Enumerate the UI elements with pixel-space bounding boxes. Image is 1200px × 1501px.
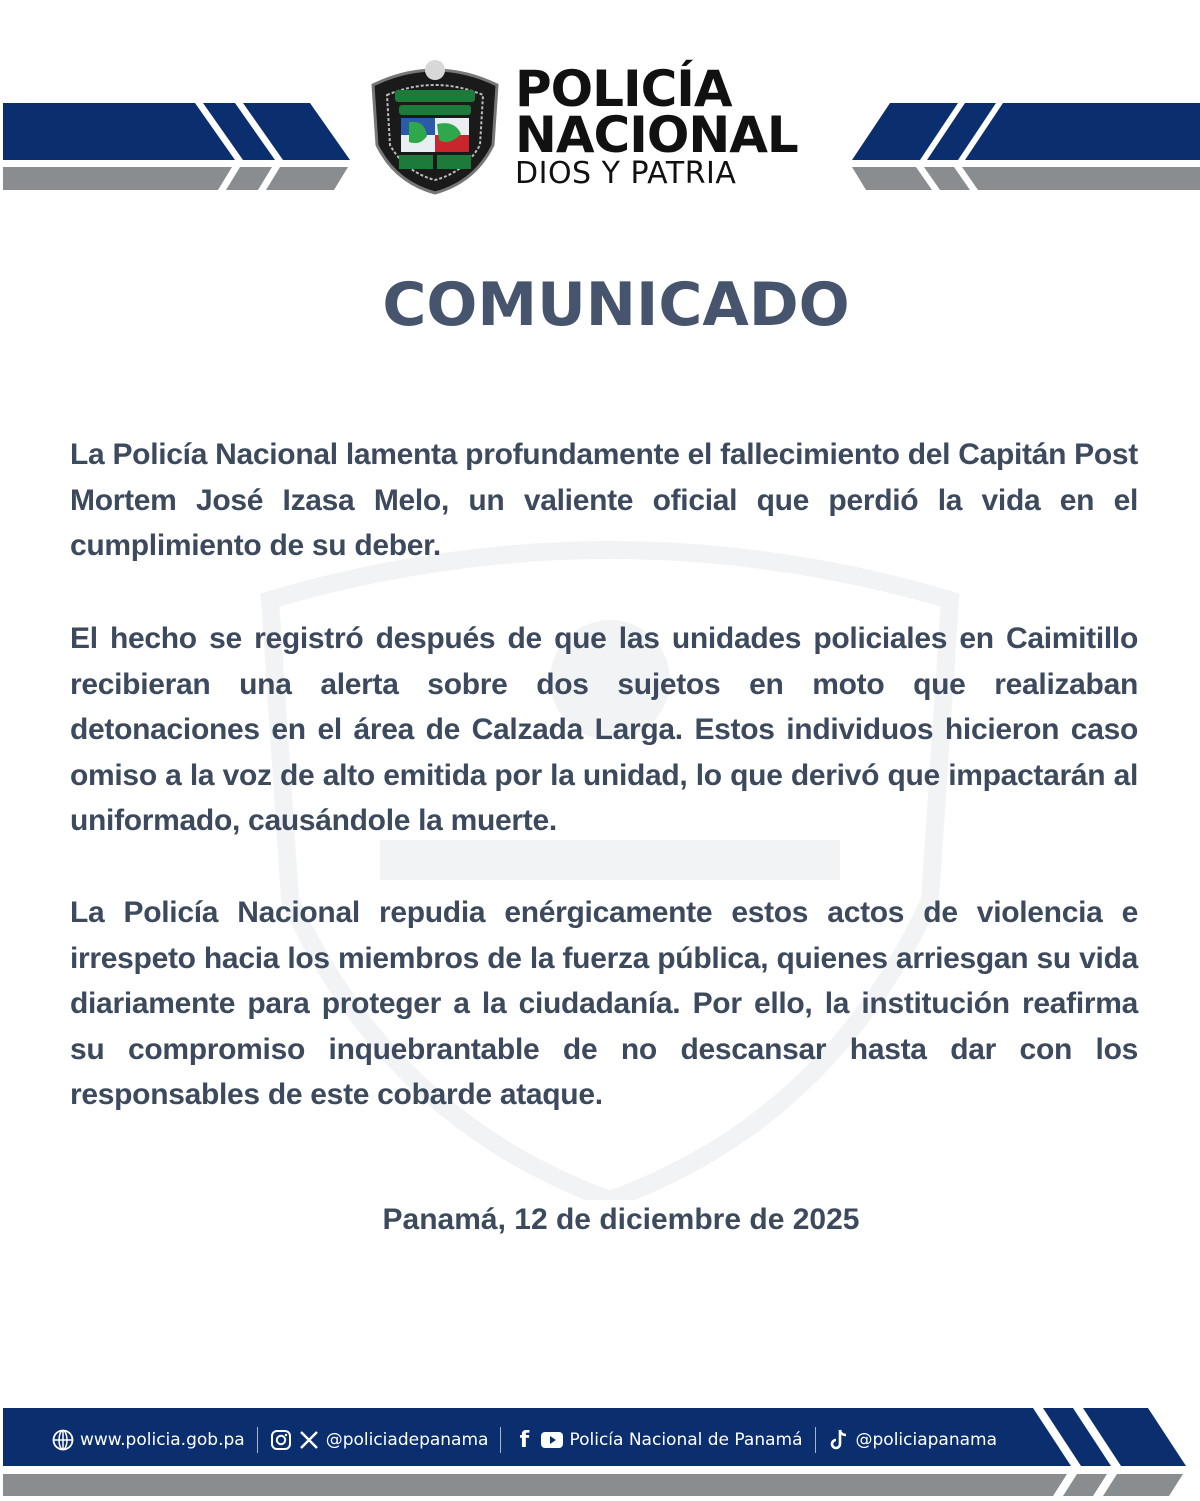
tiktok-icon[interactable] [828, 1429, 850, 1451]
paragraph-1: La Policía Nacional lamenta profundamente el fallecimiento del Capitán Post Mortem José Izasa Melo, un valiente oficial que perdió la vida en el cumplimiento de su deber. [70, 438, 1138, 563]
paragraph-2: El hecho se registró después de que las unidades policiales en Caimitillo recibieran una alerta sobre dos sujetos en moto que realizaban detonaciones en el área de Calzada Larga. Estos individuos hicieron caso omiso a la voz de alto emitida por la unidad, lo que derivó que impactarán al uniformado, causándole la muerte. [70, 622, 1138, 838]
tiktok-handle[interactable]: @policiapanama [855, 1430, 998, 1450]
facebook-youtube-name[interactable]: Policía Nacional de Panamá [569, 1430, 803, 1450]
website-link[interactable]: www.policia.gob.pa [80, 1430, 245, 1450]
logo-line-policia: POLICÍA [515, 60, 732, 118]
facebook-icon[interactable]: f [519, 1427, 530, 1453]
footer-divider [815, 1427, 816, 1453]
instagram-icon[interactable] [270, 1429, 292, 1451]
header-banner [0, 0, 1200, 220]
police-badge-icon [365, 50, 505, 195]
footer-divider [257, 1427, 258, 1453]
left-stripes [0, 100, 355, 195]
logo-line-nacional: NACIONAL [515, 106, 798, 164]
logo-motto: DIOS Y PATRIA [515, 156, 737, 191]
date-line: Panamá, 12 de diciembre de 2025 [382, 1203, 860, 1236]
youtube-icon[interactable] [541, 1429, 563, 1451]
right-stripes [848, 100, 1200, 195]
instagram-x-handle[interactable]: @policiadepanama [325, 1430, 489, 1450]
paragraph-3: La Policía Nacional repudia enérgicamente estos actos de violencia e irrespeto hacia los miembros de la fuerza pública, quienes arriesgan su vida diariamente para proteger a la ciudadanía. Por ello, la institución reafirma su compromiso inquebrantable de no descansar hasta dar con los responsables de este cobarde ataque. [70, 896, 1138, 1112]
x-icon[interactable] [298, 1429, 320, 1451]
globe-icon [52, 1429, 74, 1451]
logo-wordmark [515, 60, 798, 191]
footer-divider [500, 1427, 501, 1453]
footer-contacts [52, 1425, 997, 1455]
document-title: COMUNICADO [382, 270, 850, 340]
